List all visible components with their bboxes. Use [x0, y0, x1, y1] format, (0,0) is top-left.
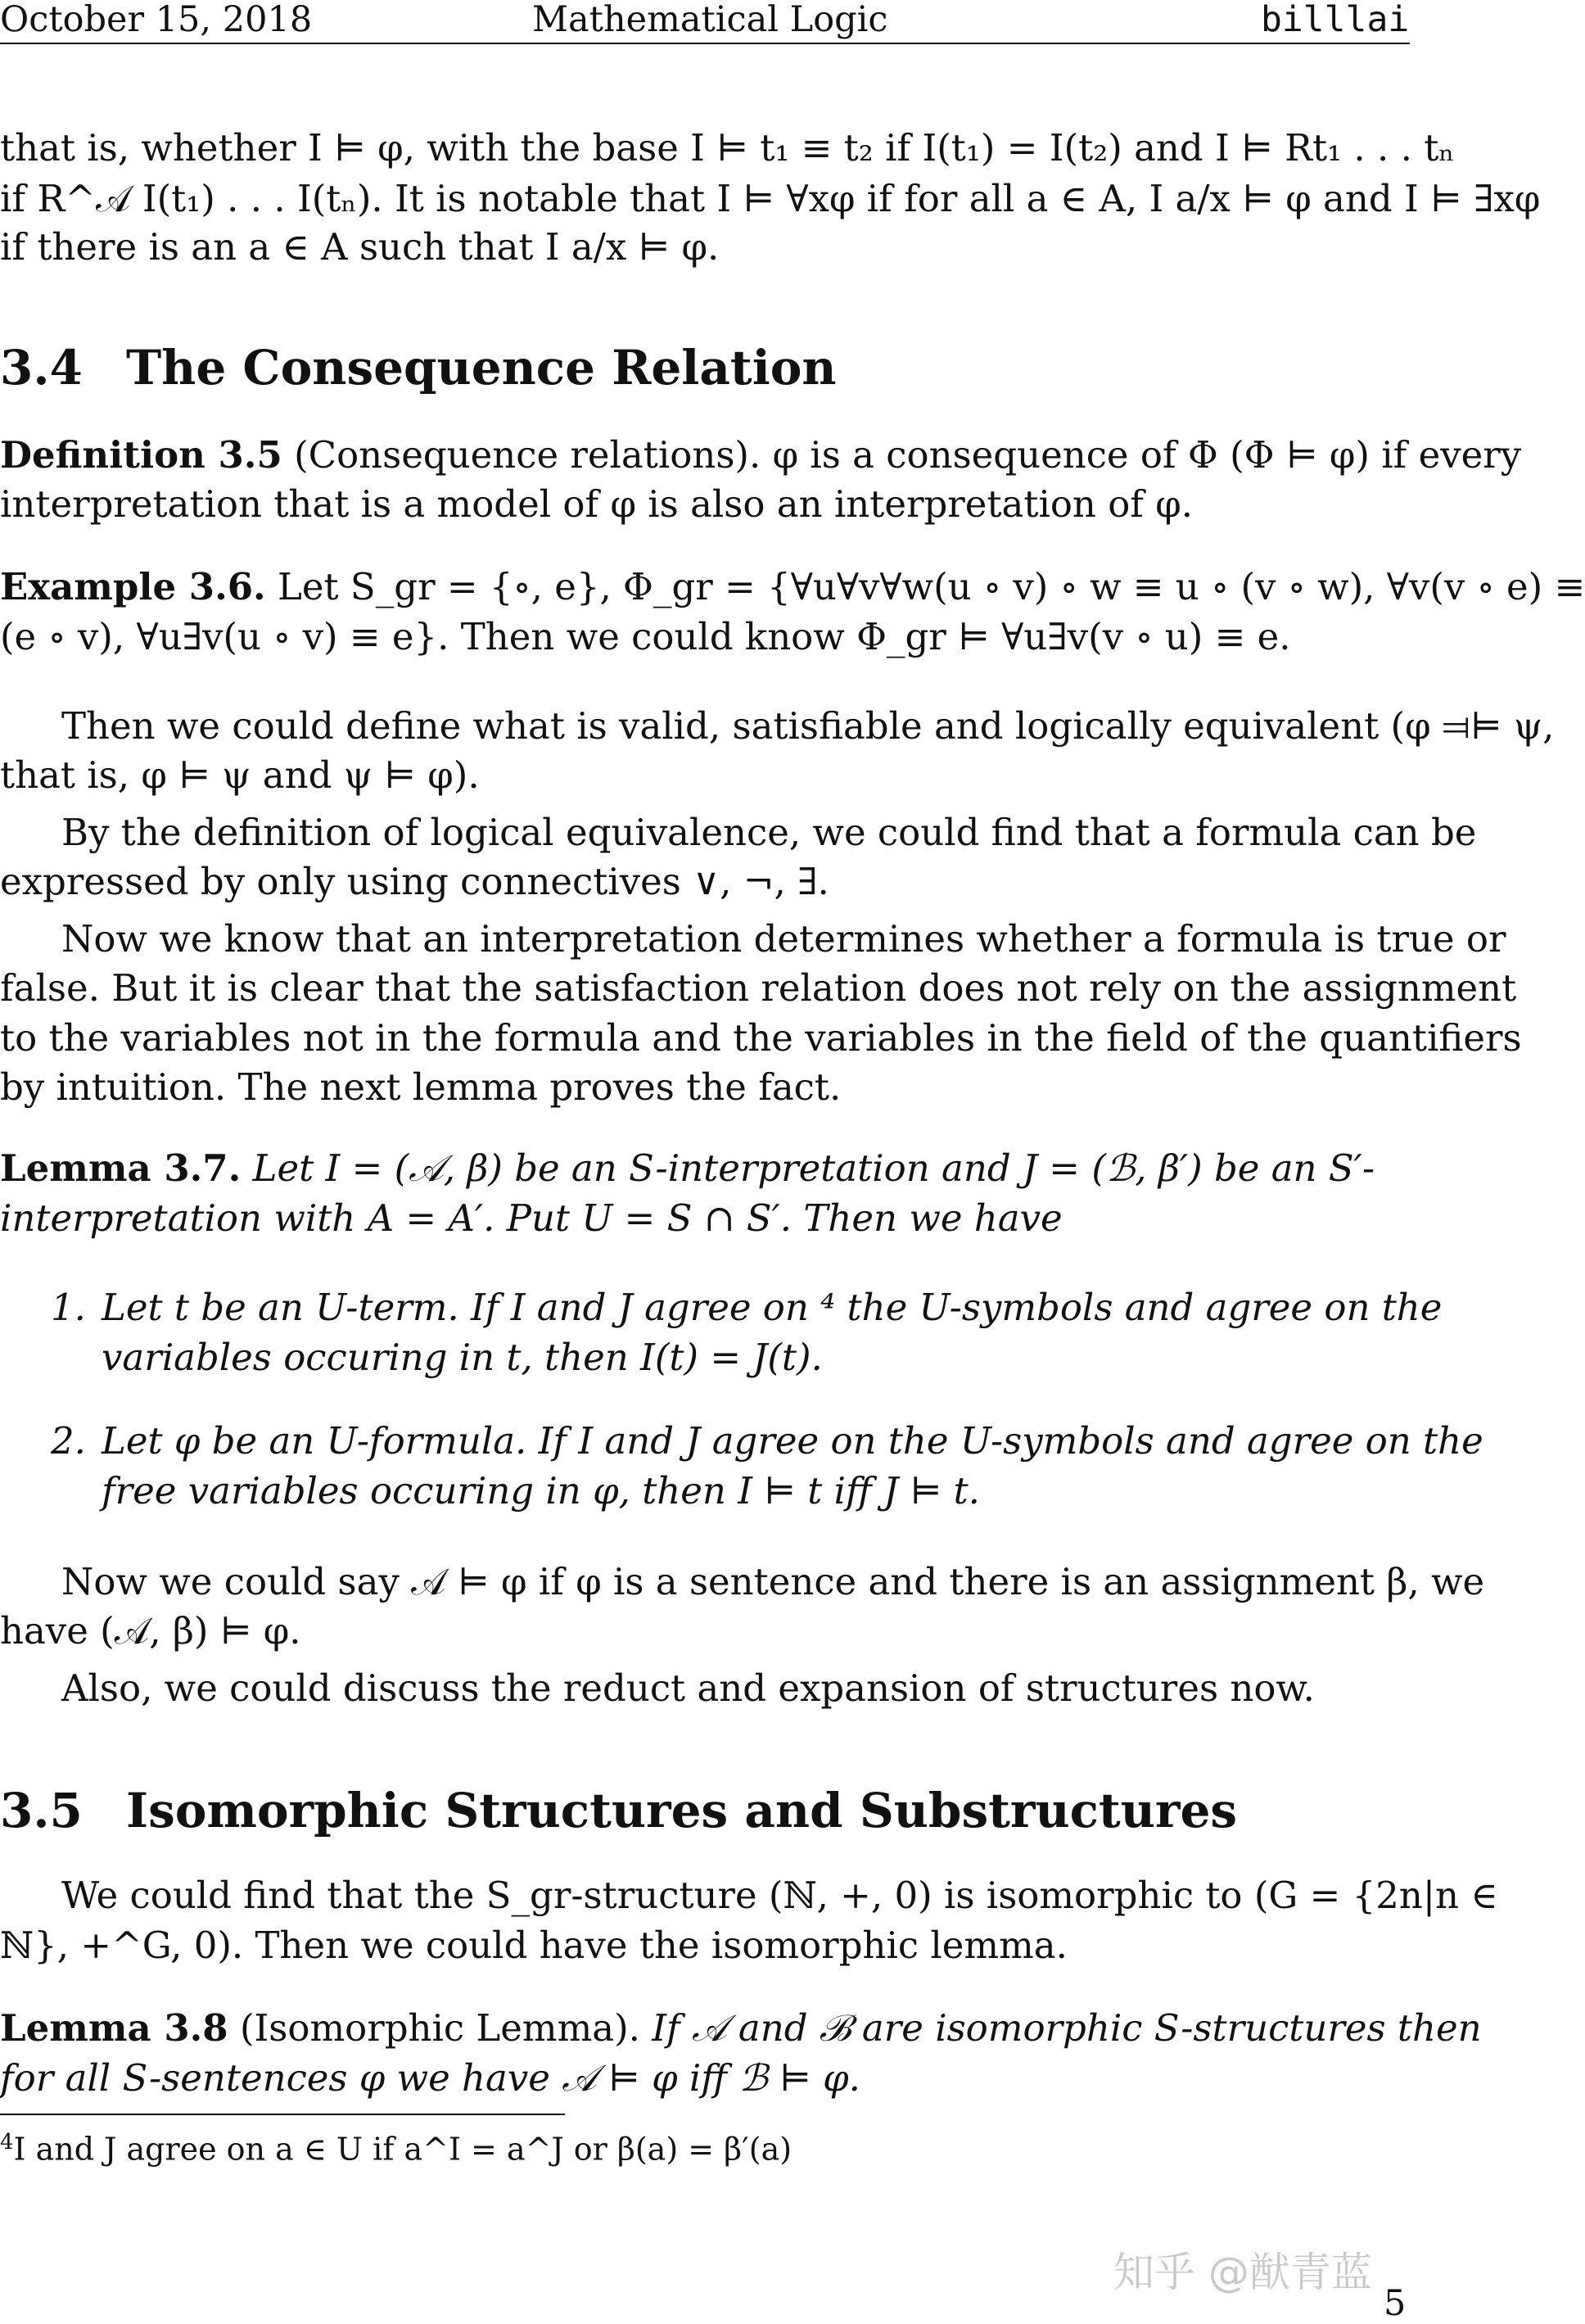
- watermark: 知乎 @猷青蓝: [1113, 2249, 1372, 2296]
- lemma-text: interpretation with A = A′. Put U = S ∩ S′. Then we have: [0, 1196, 1063, 1240]
- header-title: Mathematical Logic: [532, 0, 888, 40]
- list-item-text: variables occuring in t, then I(t) = J(t).: [102, 1336, 823, 1379]
- intro-line: if R^𝒜 I(t₁) . . . I(tₙ). It is notable that I ⊨ ∀xφ if for all a ∈ A, I a/x ⊨ φ and I ⊨ ∃xφ: [0, 177, 1541, 220]
- header-author: billlai: [1261, 0, 1410, 40]
- lemma-text: for all S-sentences φ we have 𝒜 ⊨ φ iff ℬ ⊨ φ.: [0, 2056, 860, 2100]
- lemma-3-7: [0, 1146, 1410, 1191]
- list-item-text: Let t be an U-term. If I and J agree on ⁴ the U-symbols and agree on the: [102, 1286, 1443, 1329]
- footnote-rule: [0, 2114, 565, 2115]
- paragraph-line: By the definition of logical equivalence, we could find that a formula can be: [61, 811, 1477, 854]
- example-label: Example 3.6.: [0, 565, 266, 608]
- section-heading-3-4: [0, 339, 837, 396]
- list-item-text: free variables occuring in φ, then I ⊨ t iff J ⊨ t.: [102, 1469, 980, 1512]
- paragraph-line: Now we could say 𝒜 ⊨ φ if φ is a sentence and there is an assignment β, we: [61, 1560, 1485, 1603]
- header-rule: [0, 43, 1410, 44]
- definition-text: (Consequence relations). φ is a consequence of Φ (Φ ⊨ φ) if every: [294, 433, 1522, 477]
- paragraph-line: that is, φ ⊨ ψ and ψ ⊨ φ).: [0, 753, 480, 797]
- paragraph-line: by intuition. The next lemma proves the fact.: [0, 1065, 842, 1109]
- intro-line: if there is an a ∈ A such that I a/x ⊨ φ.: [0, 225, 720, 269]
- section-number: 3.4: [0, 340, 83, 396]
- lemma-name: (Isomorphic Lemma).: [239, 2006, 640, 2050]
- paragraph-line: ℕ}, +^G, 0). Then we could have the isomorphic lemma.: [0, 1924, 1068, 1967]
- page-number: 5: [1384, 2283, 1407, 2324]
- lemma-3-8: [0, 2005, 1482, 2051]
- example-text: Let S_gr = {∘, e}, Φ_gr = {∀u∀v∀w(u ∘ v) ∘ w ≡ u ∘ (v ∘ w), ∀v(v ∘ e) ≡: [278, 565, 1585, 608]
- paragraph-line: Now we know that an interpretation determines whether a formula is true or: [61, 917, 1506, 961]
- list-item-number: 1.: [51, 1286, 86, 1329]
- lemma-text: If 𝒜 and ℬ are isomorphic S-structures then: [652, 2006, 1482, 2050]
- definition-label: Definition 3.5: [0, 433, 282, 477]
- section-title: The Consequence Relation: [126, 340, 837, 396]
- paragraph-line: expressed by only using connectives ∨, ¬, ∃.: [0, 860, 829, 903]
- paragraph-line: false. But it is clear that the satisfaction relation does not rely on the assignment: [0, 966, 1517, 1010]
- definition-3-5: [0, 432, 1522, 478]
- section-number: 3.5: [0, 1783, 83, 1838]
- paragraph-line: to the variables not in the formula and the variables in the field of the quantifiers: [0, 1016, 1522, 1060]
- list-item-text: Let φ be an U-formula. If I and J agree on the U-symbols and agree on the: [102, 1419, 1483, 1463]
- example-text: (e ∘ v), ∀u∃v(u ∘ v) ≡ e}. Then we could know Φ_gr ⊨ ∀u∃v(v ∘ u) ≡ e.: [0, 615, 1291, 658]
- example-3-6: [0, 564, 1585, 610]
- footnote-mark: 4: [0, 2130, 14, 2154]
- paragraph-line: We could find that the S_gr-structure (ℕ, +, 0) is isomorphic to (G = {2n|n ∈: [61, 1874, 1498, 1917]
- lemma-label: Lemma 3.7.: [0, 1146, 242, 1190]
- footnote: [0, 2123, 792, 2169]
- definition-text: interpretation that is a model of φ is also an interpretation of φ.: [0, 482, 1194, 526]
- intro-line: that is, whether I ⊨ φ, with the base I ⊨ t₁ ≡ t₂ if I(t₁) = I(t₂) and I ⊨ Rt₁ . . . tₙ: [0, 126, 1455, 170]
- list-item-number: 2.: [51, 1419, 86, 1463]
- footnote-text: I and J agree on a ∈ U if a^I = a^J or β(a) = β′(a): [13, 2131, 792, 2168]
- paragraph-line: have (𝒜, β) ⊨ φ.: [0, 1609, 301, 1653]
- lemma-text: Let I = (𝒜, β) be an S-interpretation and J = (ℬ, β′) be an S′-: [252, 1146, 1375, 1190]
- section-heading-3-5: [0, 1782, 1237, 1839]
- header-date: October 15, 2018: [0, 0, 313, 40]
- paragraph-line: Then we could define what is valid, satisfiable and logically equivalent (φ ⫤⊨ ψ,: [61, 704, 1555, 748]
- section-title: Isomorphic Structures and Substructures: [126, 1783, 1237, 1838]
- lemma-label: Lemma 3.8: [0, 2006, 228, 2050]
- paragraph-line: Also, we could discuss the reduct and expansion of structures now.: [61, 1666, 1315, 1710]
